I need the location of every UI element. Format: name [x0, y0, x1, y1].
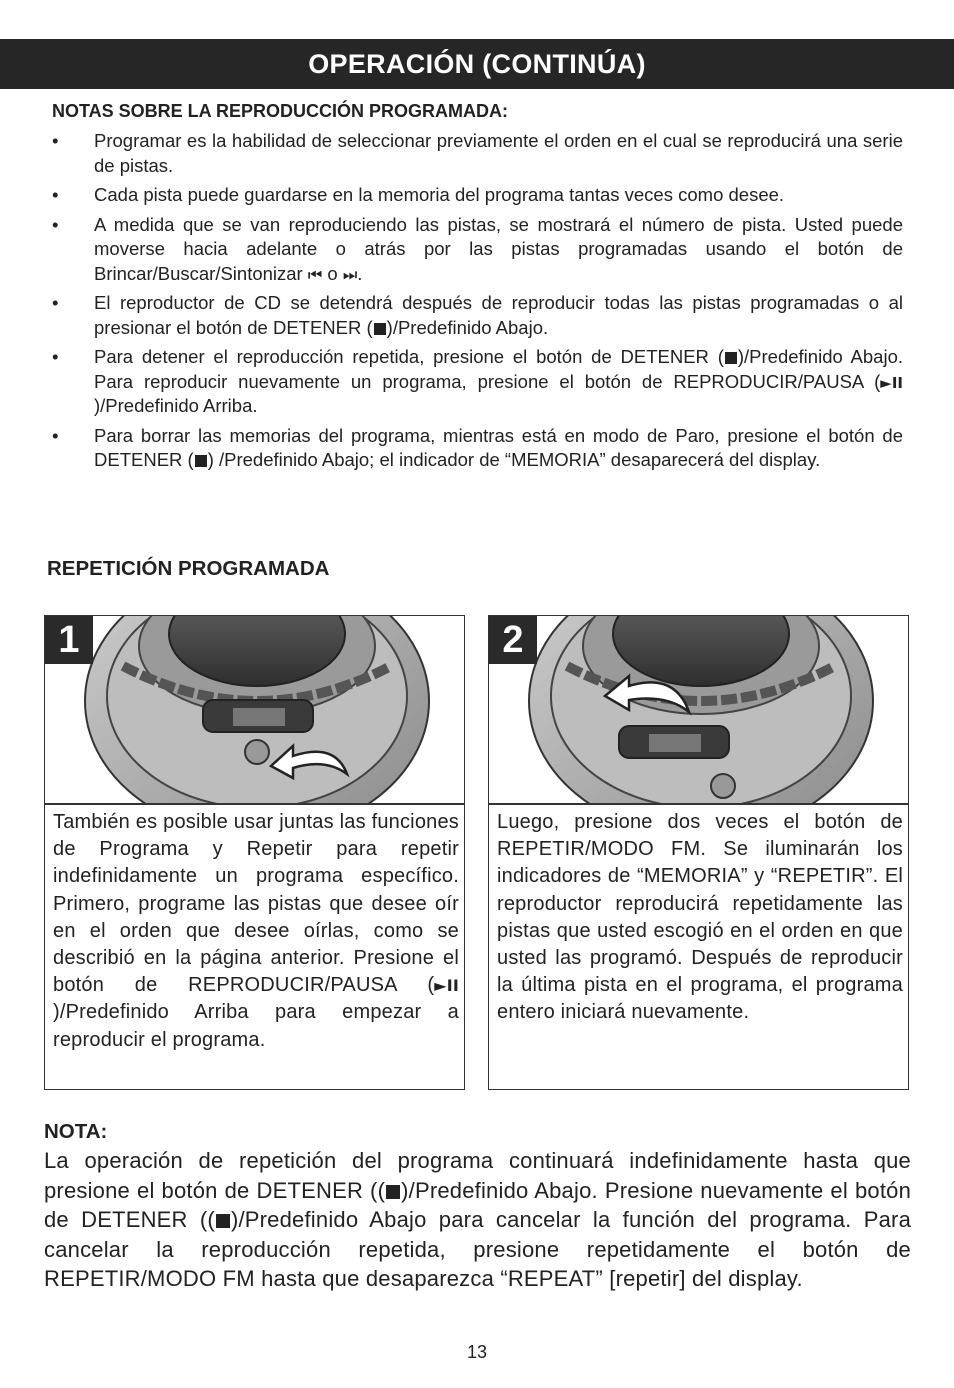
step-number: 2 — [489, 616, 537, 664]
nota-body: La operación de repetición del programa continuará indefinidamente hasta que presione el botón de DETENER (( )/Predefinido Abajo. Presione nuevamente el botón de DETENER (( )/Predefinido Abajo para cancelar la función del programa. Para cancelar la reproducción repetida, presione repetidamente el botón de REPETIR/MODO FM hasta que desaparezca “REPEAT” [repetir] del display. — [44, 1148, 912, 1291]
nota-title: NOTA: — [44, 1120, 108, 1143]
bullet: • — [52, 130, 59, 151]
skip-forward-icon: ⏭ — [342, 264, 358, 284]
bullet: • — [52, 292, 59, 313]
cd-player-illustration — [45, 616, 464, 805]
bullet: • — [52, 346, 59, 367]
repeat-section-title: REPETICIÓN PROGRAMADA — [47, 557, 330, 580]
step-1-panel — [44, 615, 465, 1090]
cd-player-image — [489, 616, 908, 803]
step-number: 1 — [45, 616, 93, 664]
stop-icon — [386, 1185, 400, 1199]
bullet: • — [52, 424, 59, 446]
play-pause-icon: ►II — [434, 976, 459, 996]
list-item: • Para borrar las memorias del programa, mientras está en modo de Paro, presione el botón de DETENER ( ) /Predefinido Abajo; el indicador de “MEMORIA” desaparecerá del display. — [52, 424, 903, 470]
cd-player-image — [45, 616, 464, 803]
skip-back-icon: ⏮ — [307, 264, 323, 284]
bullet: • — [52, 213, 59, 235]
bullet: • — [52, 184, 59, 205]
notes-title: NOTAS SOBRE LA REPRODUCCIÓN PROGRAMADA: — [52, 101, 509, 121]
stop-icon — [216, 1214, 230, 1228]
list-item: • A medida que se van reproduciendo las pistas, se mostrará el número de pista. Usted puede moverse hacia adelante o atrás por las pistas programadas usando el botón de Brincar/Buscar/Sintonizar ⏮ o ⏭. — [52, 213, 903, 284]
list-item: • Programar es la habilidad de seleccionar previamente el orden en el cual se reproducirá una serie de pistas. — [52, 130, 903, 176]
list-item: • Para detener el reproducción repetida, presione el botón de DETENER ( )/Predefinido Abajo. Para reproducir nuevamente un programa, presione el botón de REPRODUCIR/PAUSA (►II)/Predefinido Arriba. — [52, 346, 903, 416]
list-item: • El reproductor de CD se detendrá después de reproducir todas las pistas programadas o al presionar el botón de DETENER ( )/Predefinido Abajo. — [52, 292, 903, 338]
section-banner — [0, 39, 954, 89]
stop-icon — [195, 455, 207, 467]
step-2-panel — [488, 615, 909, 1090]
cd-player-illustration — [489, 616, 908, 805]
step-2-text: Luego, presione dos veces el botón de REPETIR/MODO FM. Se iluminarán los indicadores de “MEMORIA” y “REPETIR”. El reproductor reproducirá repetidamente las pistas que usted escogió en el orden en que usted las programó. Después de reproducir la última pista en el programa, el programa entero iniciará nuevamente. — [497, 811, 903, 1024]
page-number: 13 — [466, 1342, 488, 1362]
play-pause-icon: ►II — [880, 373, 903, 392]
stop-icon — [374, 323, 386, 335]
page-title: OPERACIÓN (CONTINÚA) — [308, 48, 646, 79]
notes-list — [52, 129, 903, 478]
stop-icon — [725, 352, 737, 364]
list-item: • Cada pista puede guardarse en la memoria del programa tantas veces como desee. — [52, 183, 903, 208]
step-1-text: También es posible usar juntas las funciones de Programa y Repetir para repetir indefinidamente un programa específico. Primero, programe las pistas que desee oír en el orden que desee oírlas, como se describió en la página anterior. Presione el botón de REPRODUCIR/PAUSA (►II)/Predefinido Arriba para empezar a reproducir el programa. — [53, 811, 459, 1051]
